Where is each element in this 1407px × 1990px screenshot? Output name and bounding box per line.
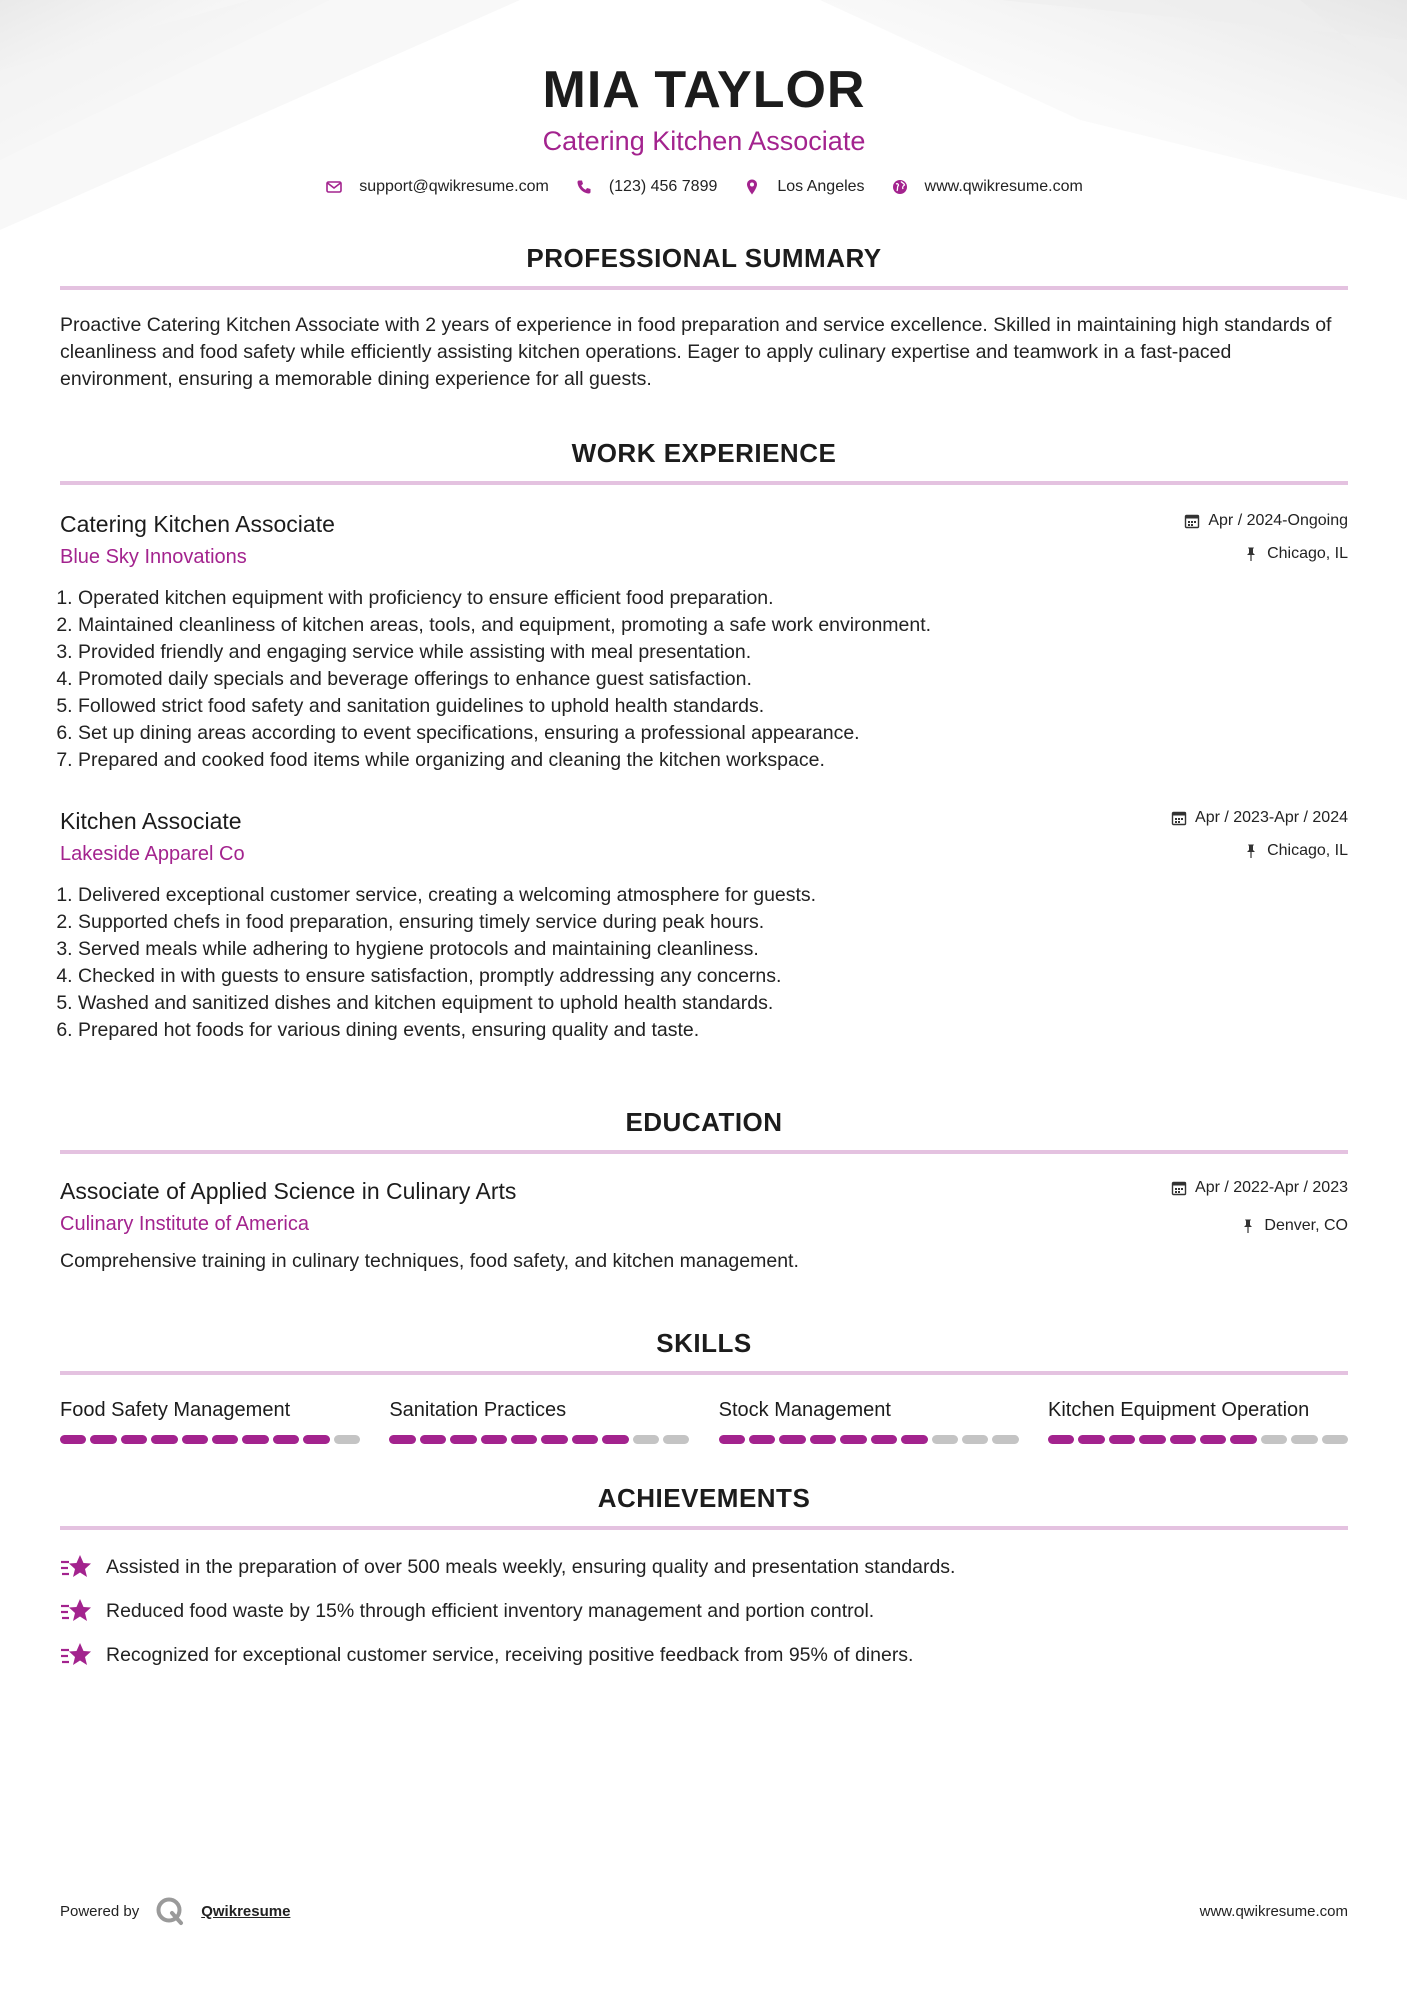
skill-segment-filled [840,1435,866,1444]
skill-segment-filled [1078,1435,1104,1444]
skill-segment-filled [242,1435,268,1444]
job-title: Kitchen Associate [60,808,242,834]
list-item: 5. Followed strict food safety and sanitation guidelines to uphold health standards. [78,693,1348,720]
skill-item [60,1397,360,1444]
job-dates [1171,806,1348,830]
job-location-text: Chicago, IL [1267,545,1348,562]
achievement-text: Assisted in the preparation of over 500 meals weekly, ensuring quality and presentation standards. [106,1555,956,1578]
skill-segment-filled [871,1435,897,1444]
contact-website[interactable] [891,178,1083,196]
list-item: 7. Prepared and cooked food items while organizing and cleaning the kitchen workspace. [78,747,1348,774]
skill-segment-filled [1170,1435,1196,1444]
section-divider [60,286,1348,290]
skill-segment-filled [541,1435,567,1444]
list-item: 5. Washed and sanitized dishes and kitchen equipment to uphold health standards. [78,990,1348,1017]
envelope-icon [325,178,343,196]
skill-level-bar [60,1435,360,1444]
contact-location-text: Los Angeles [777,178,865,195]
skill-segment-empty [1261,1435,1287,1444]
skill-segment-filled [303,1435,329,1444]
contact-phone[interactable] [575,178,718,196]
achievement-item [60,1596,1348,1626]
education-section [60,1106,1348,1275]
skill-name: Kitchen Equipment Operation [1047,1399,1310,1421]
achievement-text: Recognized for exceptional customer service, receiving positive feedback from 95% of diners. [106,1643,914,1666]
section-divider [60,1150,1348,1154]
resume-header [60,0,1348,196]
summary-text: Proactive Catering Kitchen Associate with 2 years of experience in food preparation and service excellence. Skilled in maintaining high standards of cleanliness and food safety while efficiently assisting kitchen operations. Eager to apply culinary expertise and teamwork in a fast-paced environment, ensuring a memorable dining experience for all guests. [60,314,1332,390]
skill-level-bar [1048,1435,1348,1444]
skills-grid [60,1397,1348,1444]
skill-segment-empty [962,1435,988,1444]
skill-name: Stock Management [718,1399,891,1421]
contact-email-text: support@qwikresume.com [359,178,549,195]
education-dates-text: Apr / 2022-Apr / 2023 [1195,1179,1348,1196]
section-divider [60,481,1348,485]
job-company: Blue Sky Innovations [60,546,247,568]
achievement-item [60,1640,1348,1670]
skill-segment-filled [212,1435,238,1444]
skill-segment-empty [1291,1435,1317,1444]
job-dates-text: Apr / 2023-Apr / 2024 [1195,809,1348,826]
skill-segment-empty [1322,1435,1348,1444]
skill-segment-filled [572,1435,598,1444]
skill-segment-filled [719,1435,745,1444]
contact-bar [60,178,1348,196]
education-location-text: Denver, CO [1264,1217,1348,1234]
achievement-text: Reduced food waste by 15% through efficient inventory management and portion control. [106,1599,875,1622]
section-title-achievements: ACHIEVEMENTS [597,1483,811,1513]
page-footer [60,1896,1348,1926]
map-pin-icon [743,178,761,196]
skill-name: Food Safety Management [60,1399,291,1421]
skills-section [60,1327,1348,1444]
footer-branding [60,1896,290,1926]
brand-link[interactable]: Qwikresume [201,1902,291,1920]
list-item: 4. Checked in with guests to ensure satisfaction, promptly addressing any concerns. [78,963,1348,990]
star-icon [60,1641,92,1669]
qwikresume-logo-icon [155,1896,185,1926]
list-item: 3. Served meals while adhering to hygiene protocols and maintaining cleanliness. [78,936,1348,963]
skill-segment-filled [1139,1435,1165,1444]
section-title-experience: WORK EXPERIENCE [571,438,837,468]
contact-phone-text: (123) 456 7899 [608,178,718,195]
footer-website-link[interactable]: www.qwikresume.com [1199,1902,1348,1920]
skill-segment-filled [60,1435,86,1444]
education-location [1171,1214,1348,1238]
candidate-role: Catering Kitchen Associate [542,126,866,156]
calendar-icon [1184,513,1200,529]
skill-segment-filled [901,1435,927,1444]
section-divider [60,1371,1348,1375]
skill-segment-filled [511,1435,537,1444]
skill-item [389,1397,689,1444]
job-meta [1171,806,1348,863]
achievements-section [60,1482,1348,1670]
job-dates [1184,509,1348,533]
skill-segment-filled [389,1435,415,1444]
experience-section [60,437,1348,1044]
candidate-name: MIA TAYLOR [542,61,866,119]
education-entry [60,1176,1348,1275]
list-item: 3. Provided friendly and engaging service while assisting with meal presentation. [78,639,1348,666]
skill-segment-filled [1048,1435,1074,1444]
star-icon [60,1553,92,1581]
job-location-text: Chicago, IL [1267,842,1348,859]
skill-segment-filled [481,1435,507,1444]
section-title-skills: SKILLS [656,1328,752,1358]
phone-icon [575,178,593,196]
education-meta [1171,1176,1348,1238]
list-item: 1. Delivered exceptional customer service, creating a welcoming atmosphere for guests. [78,882,1348,909]
list-item: 1. Operated kitchen equipment with proficiency to ensure efficient food preparation. [78,585,1348,612]
pushpin-icon [1243,546,1259,562]
list-item: 6. Set up dining areas according to event specifications, ensuring a professional appearance. [78,720,1348,747]
resume-page [60,0,1348,1670]
contact-email[interactable] [325,178,549,196]
achievements-list [60,1552,1348,1670]
job-dates-text: Apr / 2024-Ongoing [1208,512,1348,529]
skill-segment-filled [273,1435,299,1444]
powered-by-label: Powered by [60,1902,140,1920]
calendar-icon [1171,810,1187,826]
contact-website-text: www.qwikresume.com [924,178,1083,195]
skill-segment-empty [633,1435,659,1444]
job-company: Lakeside Apparel Co [60,843,245,865]
calendar-icon [1171,1180,1187,1196]
skill-item [1048,1397,1348,1444]
skill-segment-filled [121,1435,147,1444]
section-title-summary: PROFESSIONAL SUMMARY [526,243,882,273]
job-entry [60,806,1348,1044]
list-item: 2. Supported chefs in food preparation, ensuring timely service during peak hours. [78,909,1348,936]
skill-level-bar [719,1435,1019,1444]
skill-segment-filled [420,1435,446,1444]
education-dates [1171,1176,1348,1200]
skill-segment-filled [1109,1435,1135,1444]
skill-item [719,1397,1019,1444]
pushpin-icon [1240,1218,1256,1234]
skill-segment-filled [749,1435,775,1444]
skill-segment-filled [779,1435,805,1444]
school-name: Culinary Institute of America [60,1213,309,1235]
skill-segment-empty [663,1435,689,1444]
skill-level-bar [389,1435,689,1444]
job-duties-list [60,882,1348,1044]
skill-segment-empty [334,1435,360,1444]
section-title-education: EDUCATION [625,1107,783,1137]
list-item: 4. Promoted daily specials and beverage offerings to enhance guest satisfaction. [78,666,1348,693]
skill-segment-filled [602,1435,628,1444]
job-title: Catering Kitchen Associate [60,511,335,537]
globe-icon [891,178,909,196]
skill-segment-filled [151,1435,177,1444]
list-item: 2. Maintained cleanliness of kitchen areas, tools, and equipment, promoting a safe work environment. [78,612,1348,639]
job-location [1171,839,1348,863]
skill-segment-filled [90,1435,116,1444]
pushpin-icon [1243,843,1259,859]
job-entry [60,509,1348,774]
skill-segment-empty [992,1435,1018,1444]
list-item: 6. Prepared hot foods for various dining events, ensuring quality and taste. [78,1017,1348,1044]
job-duties-list [60,585,1348,774]
summary-section [60,242,1348,393]
contact-location [743,178,864,196]
section-divider [60,1526,1348,1530]
skill-name: Sanitation Practices [389,1399,567,1421]
skill-segment-filled [810,1435,836,1444]
job-meta [1184,509,1348,566]
job-location [1184,542,1348,566]
skill-segment-empty [932,1435,958,1444]
degree-title: Associate of Applied Science in Culinary Arts [60,1178,517,1204]
star-icon [60,1597,92,1625]
education-description: Comprehensive training in culinary techniques, food safety, and kitchen management. [60,1250,799,1272]
skill-segment-filled [450,1435,476,1444]
skill-segment-filled [1230,1435,1256,1444]
skill-segment-filled [1200,1435,1226,1444]
achievement-item [60,1552,1348,1582]
skill-segment-filled [182,1435,208,1444]
